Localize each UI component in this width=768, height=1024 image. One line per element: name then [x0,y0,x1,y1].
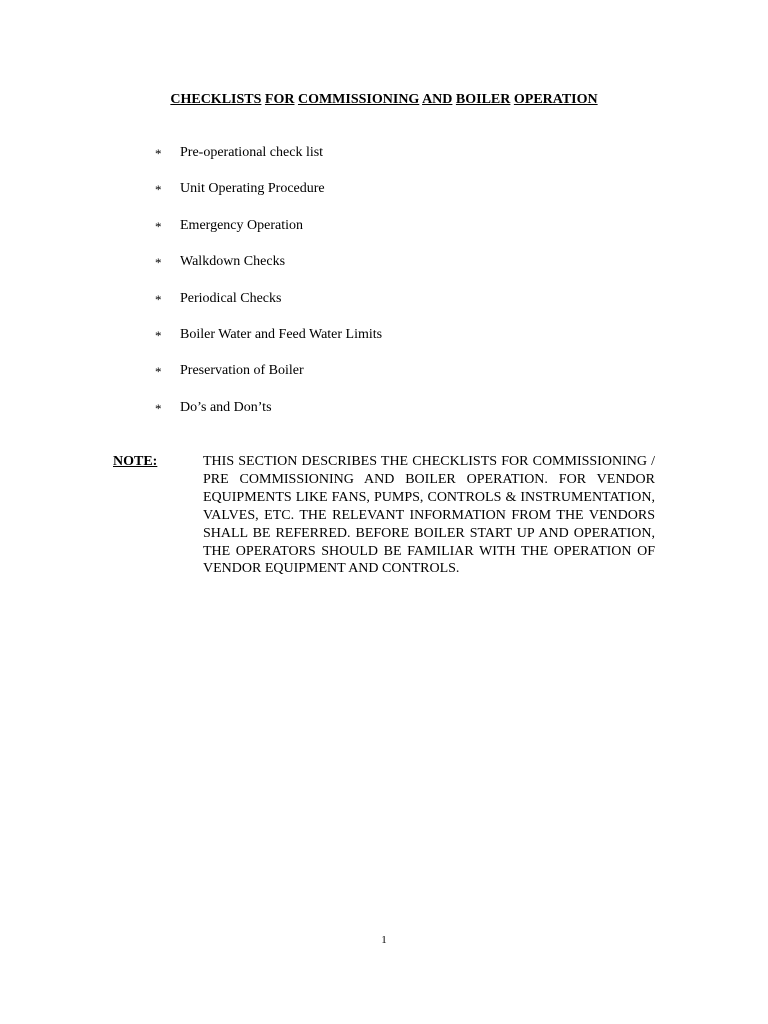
list-item [155,144,382,180]
page-title [0,91,768,109]
asterisk-bullet-icon: * [155,327,162,343]
asterisk-bullet-icon: * [155,255,162,271]
asterisk-bullet-icon: * [155,400,162,416]
list-item-label: Periodical Checks [180,290,282,306]
note-text: THIS SECTION DESCRIBES THE CHECKLISTS FOR COMMISSIONING / PRE COMMISSIONING AND BOILER OPERATION. FOR VENDOR EQUIPMENTS LIKE FANS, PUMPS, CONTROLS & INSTRUMENTATION, VALVES, ETC. THE RELEVANT INFORMATION FROM THE VENDORS SHALL BE REFERRED. BEFORE BOILER START UP AND OPERATION, THE OPERATORS SHOULD BE FAMILIAR WITH THE OPERATION OF VENDOR EQUIPMENT AND CONTROLS. [203,454,655,577]
note-label: NOTE: [113,454,158,469]
list-item-label: Emergency Operation [180,217,303,233]
asterisk-bullet-icon: * [155,218,162,234]
list-item [155,217,382,253]
list-item [155,326,382,362]
page-number: 1 [381,934,387,946]
list-item-label: Unit Operating Procedure [180,181,325,197]
asterisk-bullet-icon: * [155,146,162,161]
list-item-label: Pre-operational check list [180,145,324,160]
list-item [155,180,382,216]
list-item-label: Walkdown Checks [180,254,286,270]
asterisk-bullet-icon: * [155,182,162,198]
asterisk-bullet-icon: * [155,291,162,307]
list-item-label: Boiler Water and Feed Water Limits [180,326,383,342]
title-word: COMMISSIONING [297,92,420,107]
list-item-label: Preservation of Boiler [180,363,304,379]
title-word: CHECKLISTS [170,92,262,107]
title-word: BOILER [455,92,511,107]
list-item [155,362,382,398]
checklist [155,144,382,435]
title-word: OPERATION [513,92,598,107]
title-word: FOR [264,92,295,107]
title-word: AND [422,92,453,107]
list-item [155,399,382,435]
list-item [155,290,382,326]
list-item [155,253,382,289]
list-item-label: Do’s and Don’ts [180,399,272,415]
asterisk-bullet-icon: * [155,364,162,380]
